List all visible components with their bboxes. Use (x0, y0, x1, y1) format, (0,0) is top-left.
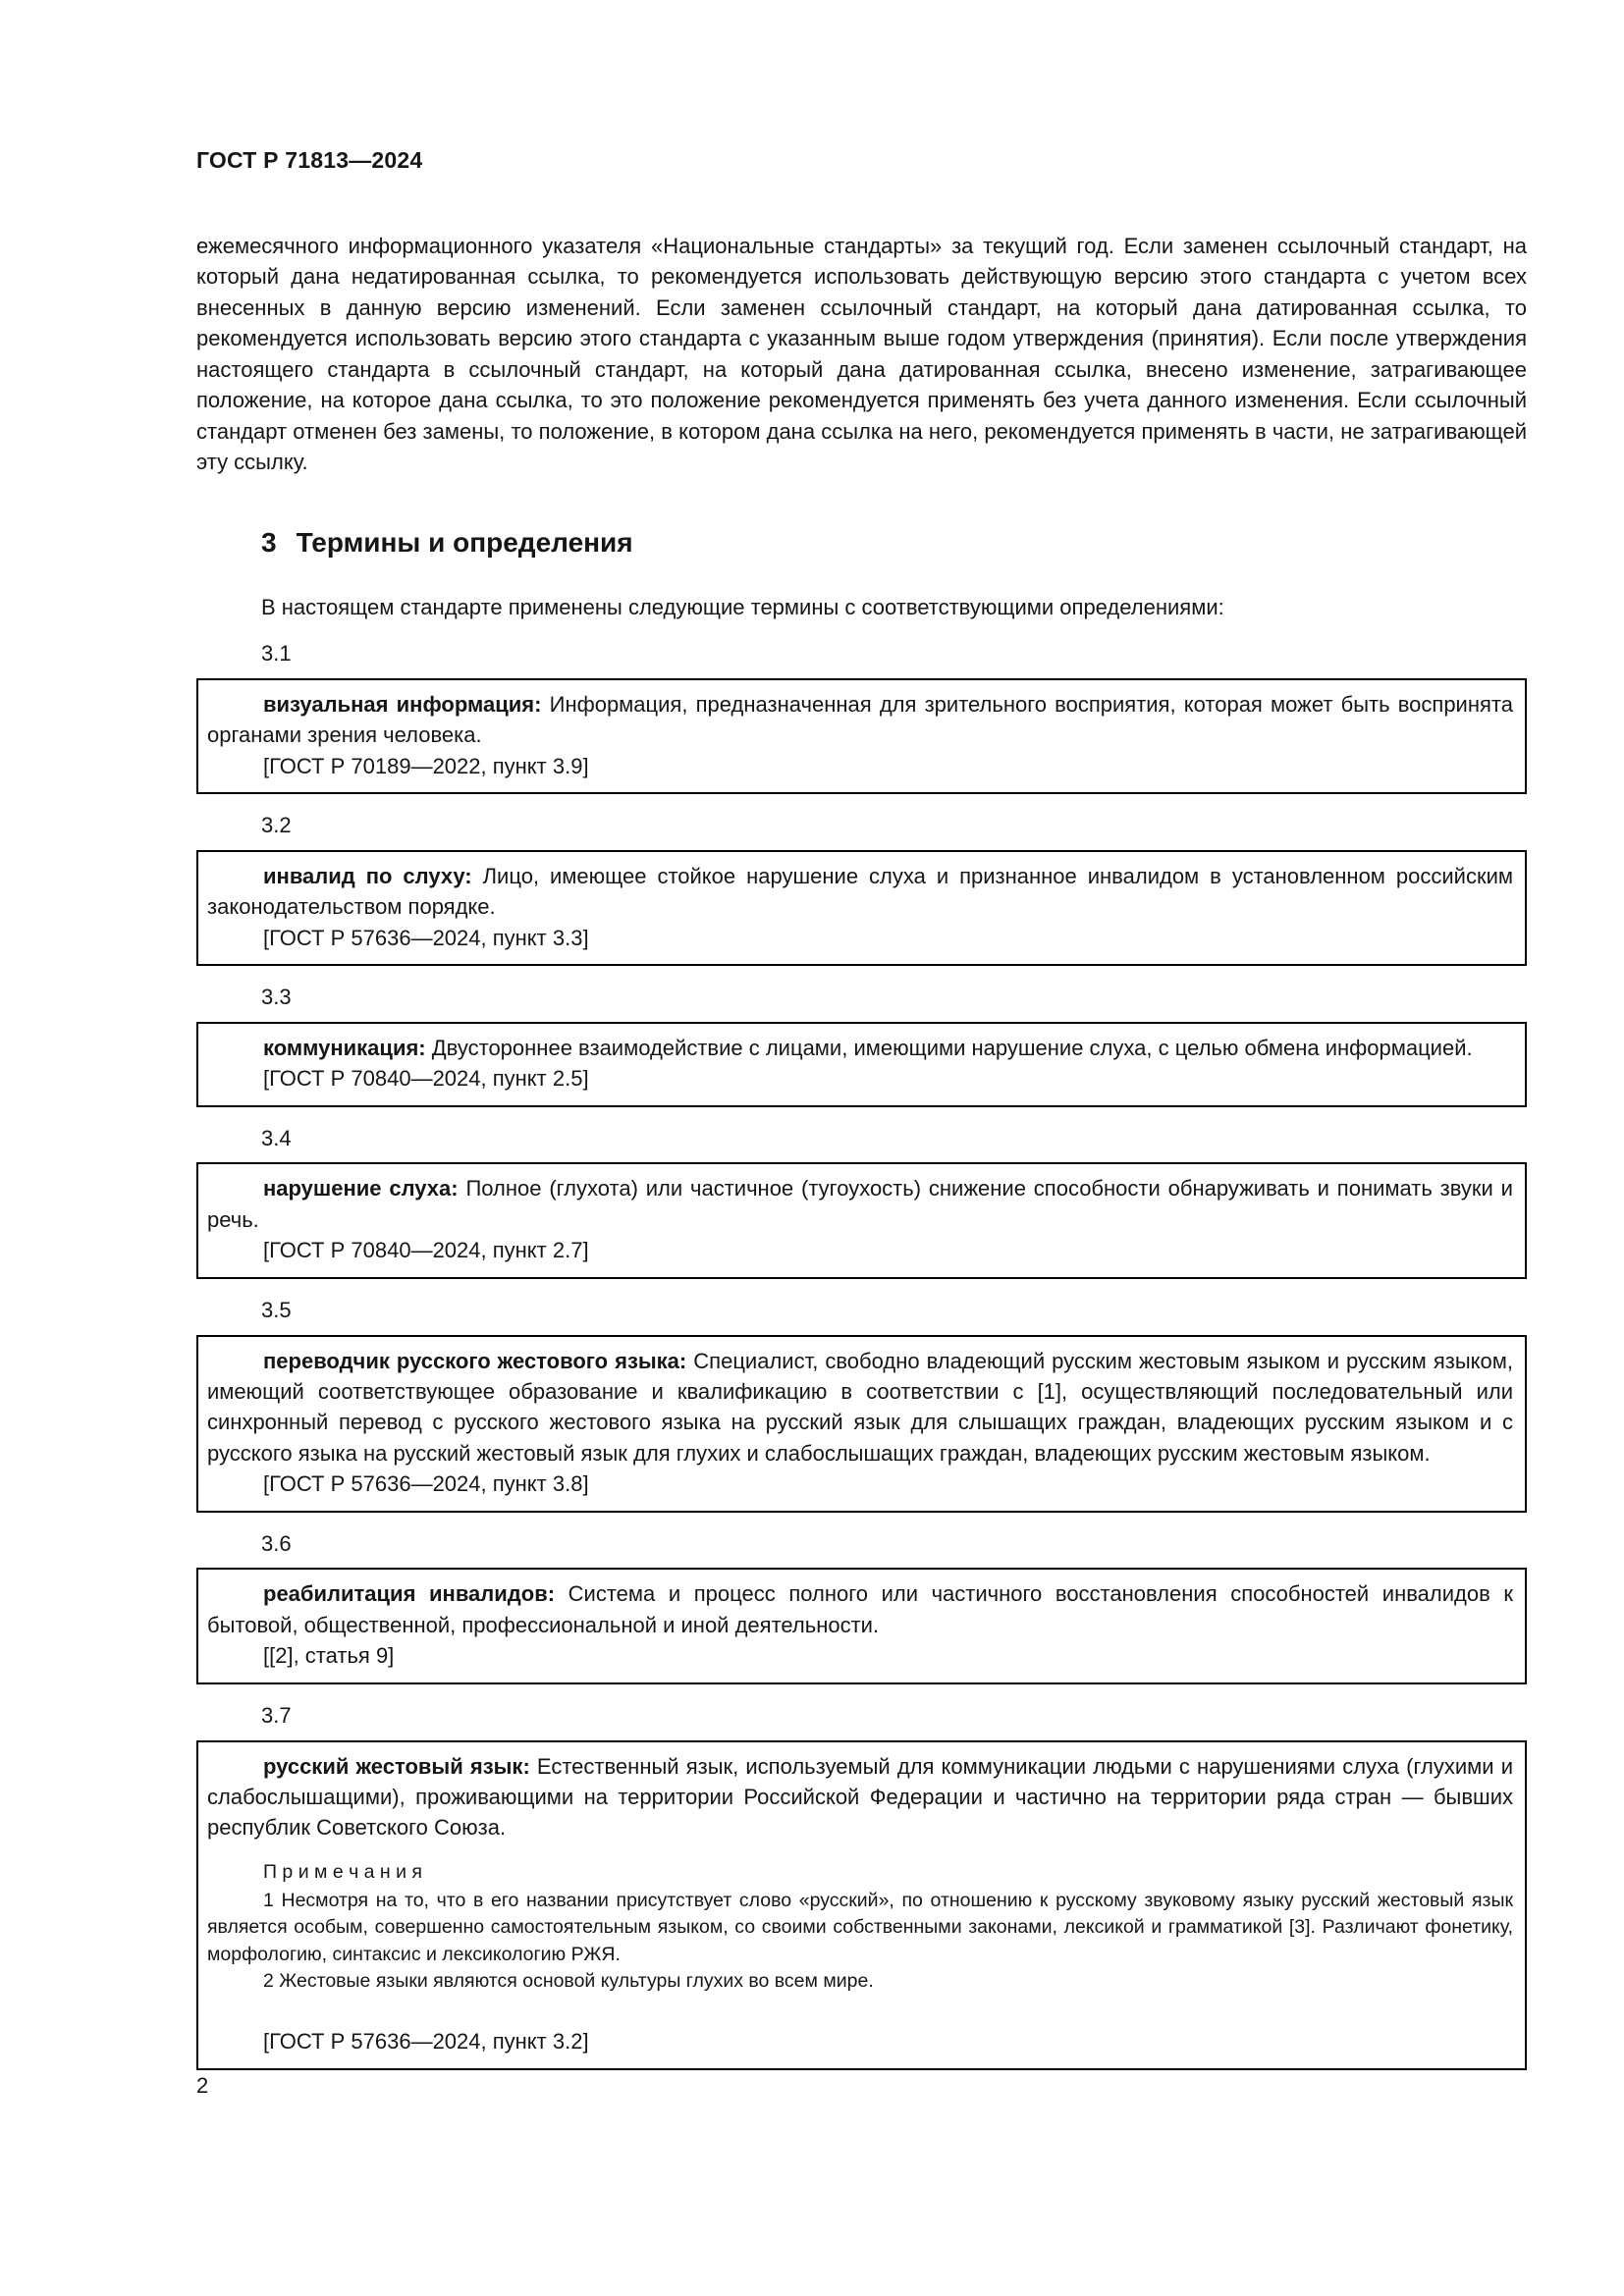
term-name: русский жестовый язык: (263, 1753, 530, 1779)
section-number: 3 (261, 526, 277, 558)
term-name: реабилитация инвалидов: (263, 1581, 556, 1607)
term-number: 3.1 (261, 641, 292, 667)
term-definition: Система и процесс полного или частичного восстановления способностей инвалидов к бытовой, общественной, профессиональной и иной деятельности. (207, 1581, 1513, 1637)
term-name: переводчик русского жестового языка: (263, 1348, 687, 1373)
note-text: 2 Жестовые языки являются основой культуры глухих во всем мире. (263, 1970, 874, 1993)
term-number: 3.2 (261, 813, 292, 838)
term-name: нарушение слуха: (263, 1176, 459, 1201)
section-intro: В настоящем стандарте применены следующие термины с соответствующими определениями: (261, 594, 1224, 619)
term-definition-paragraph (207, 1033, 1513, 1063)
term-entry (196, 639, 1527, 794)
term-definition-paragraph (207, 1751, 1513, 1843)
term-number: 3.6 (261, 1530, 292, 1556)
term-entry (196, 1296, 1527, 1513)
term-entry (196, 811, 1527, 966)
term-definition: Двустороннее взаимодействие с лицами, имеющими нарушение слуха, с целью обмена информацией. (431, 1035, 1473, 1060)
term-number: 3.5 (261, 1297, 292, 1322)
term-definition: Информация, предназначенная для зрительного восприятия, которая может быть воспринята органами зрения человека. (207, 691, 1513, 748)
term-source: [ГОСТ Р 70840—2024, пункт 2.5] (263, 1066, 589, 1092)
term-source: [ГОСТ Р 57636—2024, пункт 3.2] (263, 2029, 589, 2055)
term-definition-paragraph (207, 689, 1513, 751)
notes-title: П р и м е ч а н и я (263, 1860, 422, 1883)
term-source: [ГОСТ Р 70189—2022, пункт 3.9] (263, 753, 589, 778)
term-number: 3.7 (261, 1702, 292, 1728)
term-name: коммуникация: (263, 1035, 426, 1060)
term-box (196, 1162, 1527, 1278)
term-definition-paragraph (207, 861, 1513, 923)
doc-designation: ГОСТ Р 71813—2024 (196, 147, 423, 173)
term-definition-paragraph (207, 1578, 1513, 1640)
term-source: [ГОСТ Р 70840—2024, пункт 2.7] (263, 1238, 589, 1263)
term-box (196, 1740, 1527, 2070)
term-number: 3.4 (261, 1125, 292, 1150)
page-number: 2 (196, 2073, 209, 2098)
term-box (196, 678, 1527, 794)
term-number: 3.3 (261, 985, 292, 1010)
note-text: 1 Несмотря на то, что в его названии присутствует слово «русский», по отношению к русскому звуковому языку русский жестовый язык является особым, совершенно самостоятельным языком, со своими собственными законами, лексикой и грамматикой [3]. Различают фонетику, морфологию, синтаксис и лексикологию РЖЯ. (207, 1890, 1513, 1965)
term-definition-paragraph (207, 1173, 1513, 1235)
term-definition: Специалист, свободно владеющий русским жестовым языком и русским языком, имеющий соответствующее образование и квалификацию в соответствии с [1], осуществляющий последовательный или синхронный перевод с русского жестового языка на русский язык для слышащих граждан, владеющих русским языком и с русского языка на русский жестовый язык для глухих и слабослышащих граждан, владеющих русским жестовым языком. (207, 1348, 1513, 1466)
term-box (196, 850, 1527, 966)
term-entry (196, 1124, 1527, 1279)
term-name: инвалид по слуху: (263, 863, 472, 888)
continuation-paragraph: ежемесячного информационного указателя «Национальные стандарты» за текущий год. Если заменен ссылочный стандарт, на который дана недатированная ссылка, то рекомендуется использовать действующую версию этого стандарта с учетом всех внесенных в данную версию изменений. Если заменен ссылочный стандарт, на который дана датированная ссылка, то рекомендуется использовать версию этого стандарта с указанным выше годом утверждения (принятия). Если после утверждения настоящего стандарта в ссылочный стандарт, на который дана датированная ссылка, внесено изменение, затрагивающее положение, на которое дана ссылка, то это положение рекомендуется применять без учета данного изменения. Если ссылочный стандарт отменен без замены, то положение, в котором дана ссылка на него, рекомендуется применять в части, не затрагивающей эту ссылку. (196, 234, 1527, 475)
section-heading (196, 527, 1527, 559)
term-source: [[2], статья 9] (263, 1643, 395, 1669)
term-box (196, 1568, 1527, 1683)
term-definition: Полное (глухота) или частичное (тугоухость) снижение способности обнаруживать и понимать звуки и речь. (207, 1176, 1513, 1232)
term-definition: Естественный язык, используемый для коммуникации людьми с нарушениями слуха (глухими и слабослышащими), проживающими на территории Российской Федерации и частично на территории ряда стран — бывших республик Советского Союза. (207, 1753, 1513, 1841)
term-source: [ГОСТ Р 57636—2024, пункт 3.8] (263, 1471, 589, 1497)
term-entry (196, 983, 1527, 1107)
term-source: [ГОСТ Р 57636—2024, пункт 3.3] (263, 925, 589, 950)
term-entry (196, 1701, 1527, 2070)
term-name: визуальная информация: (263, 691, 542, 717)
term-notes (207, 1859, 1513, 1995)
term-box (196, 1335, 1527, 1513)
term-entry (196, 1529, 1527, 1684)
term-definition: Лицо, имеющее стойкое нарушение слуха и признанное инвалидом в установленном российским законодательством порядке. (207, 863, 1513, 920)
terms-list (196, 639, 1527, 2070)
term-definition-paragraph (207, 1346, 1513, 1469)
section-title: Термины и определения (296, 526, 633, 558)
term-box (196, 1022, 1527, 1107)
